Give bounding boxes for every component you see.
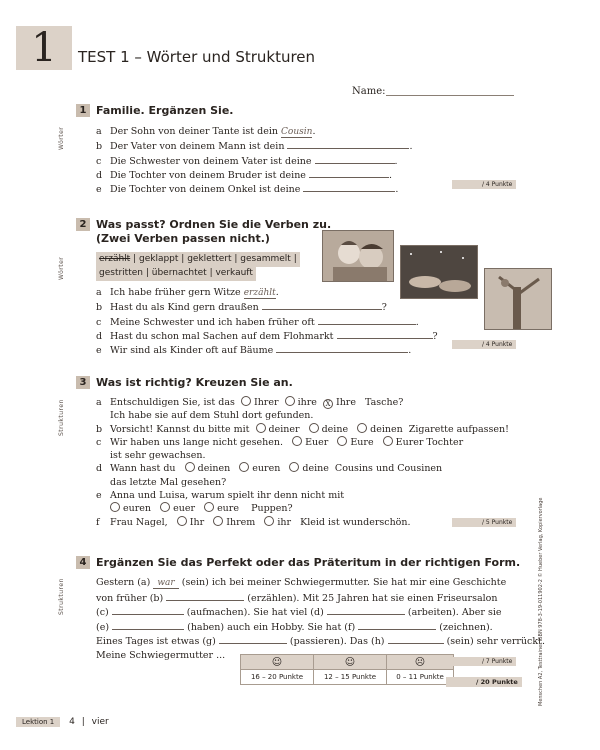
text-line: Eines Tages ist etwas (g) (passieren). Das (h) (sein) sehr verrückt. — [96, 636, 545, 648]
radio-option[interactable] — [309, 423, 319, 433]
list-item: b Vorsicht! Kannst du bitte mit deiner deine deinen Zigarette aufpassen! — [96, 423, 509, 435]
list-item: a Der Sohn von deiner Tante ist dein Cousin. — [96, 126, 316, 137]
radio-option[interactable] — [337, 436, 347, 446]
section-1-points: / 4 Punkte — [452, 180, 516, 189]
section-4-text — [96, 576, 545, 663]
radio-option[interactable] — [204, 502, 214, 512]
section-2-points: / 4 Punkte — [452, 340, 516, 349]
handwritten-answer: war — [153, 578, 178, 589]
radio-option[interactable] — [160, 502, 170, 512]
lektion-label: Lektion 1 — [16, 717, 60, 727]
section-2-items — [96, 286, 438, 357]
section-1-number: 1 — [76, 104, 90, 117]
radio-option[interactable] — [289, 462, 299, 472]
list-item: a Entschuldigen Sie, ist das Ihrer ihre X Ihre Tasche? — [96, 397, 404, 408]
chapter-number: 1 — [16, 26, 72, 70]
list-item: c Die Schwester von deinem Vater ist deine . — [96, 155, 398, 167]
radio-option[interactable] — [256, 423, 266, 433]
score-table — [240, 654, 454, 685]
section-2-number: 2 — [76, 218, 90, 231]
section-4-heading: Ergänzen Sie das Perfekt oder das Präteritum in der richtigen Form. — [96, 556, 521, 569]
page-title: TEST 1 – Wörter und Strukturen — [78, 48, 316, 66]
section-4-number: 4 — [76, 556, 90, 569]
radio-option[interactable] — [285, 396, 295, 406]
list-item: ist sehr gewachsen. — [110, 450, 206, 462]
answer-blank[interactable] — [262, 300, 382, 310]
radio-option[interactable] — [177, 516, 187, 526]
list-item: euren euer eure Puppen? — [96, 502, 509, 515]
answer-blank[interactable] — [303, 182, 395, 192]
side-label-woerter: Wörter — [58, 256, 65, 280]
list-item: e Die Tochter von deinem Onkel ist deine . — [96, 184, 399, 196]
list-item: c Meine Schwester und ich haben früher oft . — [96, 316, 419, 328]
section-2-heading: Was passt? Ordnen Sie die Verben zu. — [96, 218, 332, 231]
list-item: e Wir sind als Kinder oft auf Bäume . — [96, 345, 412, 357]
answer-blank[interactable] — [358, 620, 436, 630]
radio-option[interactable] — [383, 436, 393, 446]
answer-blank[interactable] — [388, 634, 444, 644]
name-field[interactable] — [386, 95, 514, 96]
photo-tree-climbing — [484, 268, 552, 330]
section-1-heading: Familie. Ergänzen Sie. — [96, 104, 234, 117]
list-item: d Wann hast du deinen euren deine Cousins und Cousinen — [96, 463, 443, 475]
copyright-note: Menschen A2, Testtrainer ISBN 978-3-19-011902-2 © Hueber Verlag, Kopiervorlage — [538, 497, 544, 706]
score-range: 16 – 20 Punkte — [241, 670, 314, 685]
name-label: Name: — [352, 86, 386, 97]
radio-option[interactable] — [110, 502, 120, 512]
answer-blank[interactable] — [276, 343, 408, 353]
answer-blank[interactable] — [337, 329, 433, 339]
answer-blank[interactable] — [112, 620, 184, 630]
smiley-sad-icon: ☹ — [387, 655, 454, 670]
score-range: 0 – 11 Punkte — [387, 670, 454, 685]
answer-blank[interactable] — [318, 315, 416, 325]
list-item: f Frau Nagel, Ihr Ihrem ihr Kleid ist wunderschön. — [96, 516, 411, 528]
list-item: c Wir haben uns lange nicht gesehen. Euer Eure Eurer Tochter — [96, 436, 464, 448]
smiley-happy-icon: ☺ — [241, 655, 314, 670]
list-item: das letzte Mal gesehen? — [110, 476, 227, 488]
radio-option[interactable] — [185, 462, 195, 472]
word-box-row-1: erzählt | geklappt | geklettert | gesammelt | — [96, 252, 300, 267]
radio-option[interactable] — [213, 516, 223, 526]
smiley-neutral-icon: ☺ — [314, 655, 387, 670]
side-label-woerter: Wörter — [58, 126, 65, 150]
text-line: von früher (b) (erzählen). Mit 25 Jahren hat sie einen Friseursalon — [96, 592, 498, 604]
list-item: e Anna und Luisa, warum spielt ihr denn nicht mit — [96, 490, 345, 502]
text-line: (e) (haben) auch ein Hobby. Sie hat (f) (zeichnen). — [96, 621, 493, 633]
total-points: / 20 Punkte — [446, 677, 522, 687]
text-line: (c) (aufmachen). Sie hat viel (d) (arbeiten). Aber sie — [96, 607, 502, 619]
answer-blank[interactable] — [287, 139, 409, 149]
section-1-items — [96, 125, 413, 196]
photo-children-laughing — [322, 230, 394, 282]
section-3-items — [96, 396, 509, 529]
handwritten-answer: Cousin — [281, 127, 313, 137]
section-3-points: / 5 Punkte — [452, 518, 516, 527]
side-label-strukturen: Strukturen — [58, 578, 65, 615]
radio-option-checked[interactable]: X — [323, 399, 333, 409]
section-3-number: 3 — [76, 376, 90, 389]
answer-blank[interactable] — [309, 168, 389, 178]
radio-option[interactable] — [357, 423, 367, 433]
section-3-heading: Was ist richtig? Kreuzen Sie an. — [96, 376, 293, 389]
word-box-row-2: gestritten | übernachtet | verkauft — [96, 266, 256, 281]
radio-option[interactable] — [264, 516, 274, 526]
score-range: 12 – 15 Punkte — [314, 670, 387, 685]
answer-blank[interactable] — [327, 605, 405, 615]
list-item: b Hast du als Kind gern draußen ? — [96, 302, 387, 314]
radio-option[interactable] — [241, 396, 251, 406]
page-number: 4 — [69, 717, 75, 727]
radio-option[interactable] — [292, 436, 302, 446]
answer-blank[interactable] — [166, 591, 244, 601]
answer-blank[interactable] — [219, 634, 287, 644]
list-item: d Die Tochter von deinem Bruder ist deine . — [96, 169, 392, 181]
section-4-points: / 7 Punkte — [452, 657, 516, 666]
list-item: a Ich habe früher gern Witze erzählt. — [96, 287, 279, 298]
list-item: d Hast du schon mal Sachen auf dem Flohmarkt ? — [96, 330, 438, 342]
answer-blank[interactable] — [112, 605, 184, 615]
text-line: Meine Schwiegermutter ... — [96, 649, 226, 661]
side-label-strukturen: Strukturen — [58, 399, 65, 436]
radio-option[interactable] — [239, 462, 249, 472]
list-item: Ich habe sie auf dem Stuhl dort gefunden. — [110, 410, 314, 422]
page-word: vier — [91, 717, 109, 727]
footer: Lektion 1 4 | vier — [16, 717, 109, 727]
handwritten-answer: erzählt — [243, 288, 276, 298]
section-2-subheading: (Zwei Verben passen nicht.) — [96, 232, 270, 245]
text-line: Gestern (a) war (sein) ich bei meiner Schwiegermutter. Sie hat mir eine Geschichte — [96, 577, 507, 588]
answer-blank[interactable] — [315, 154, 395, 164]
list-item: b Der Vater von deinem Mann ist dein . — [96, 141, 413, 153]
